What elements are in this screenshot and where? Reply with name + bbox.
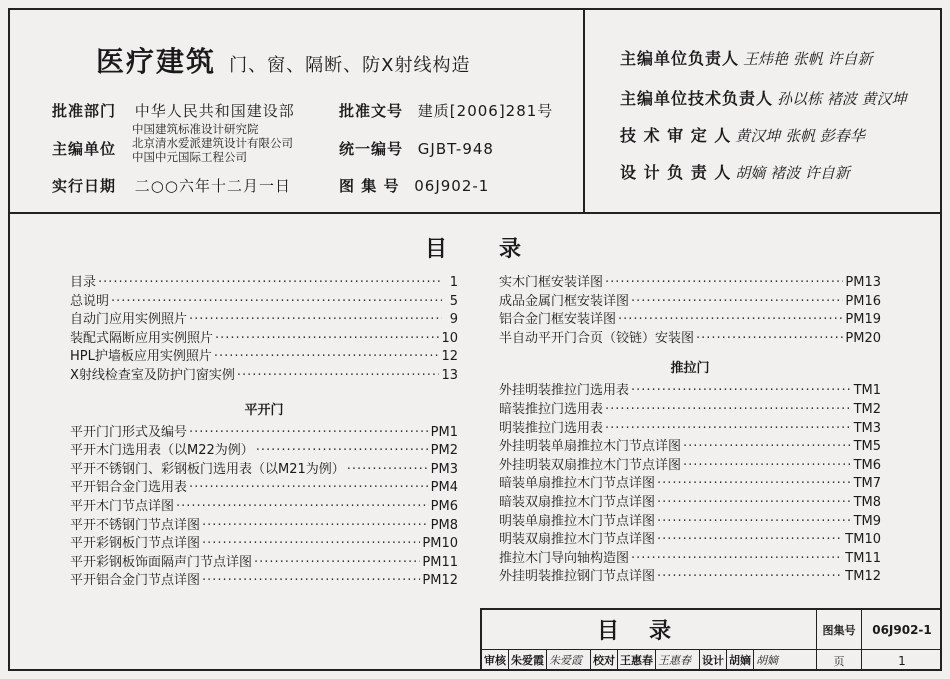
toc-entry-title: 目录 <box>70 275 97 290</box>
toc-entry-title: 平开铝合金门选用表 <box>70 480 188 496</box>
editor-unit-label-row <box>52 138 116 159</box>
title-block-signoff-row <box>482 650 817 671</box>
signature-row <box>620 160 850 183</box>
toc-entry-page: PM6 <box>430 498 458 514</box>
toc-leader-dots <box>189 425 429 440</box>
toc-leader-dots <box>657 569 843 584</box>
header-divider <box>8 212 942 214</box>
toc-entry <box>70 308 458 327</box>
section-heading-tm: 推拉门 <box>670 361 710 377</box>
toc-entry <box>70 532 458 551</box>
design-name: 胡嫡 <box>727 650 754 671</box>
toc-entry-title: 暗装双扇推拉木门节点详图 <box>499 494 656 510</box>
toc-entry <box>499 417 881 436</box>
approve-doc-label: 批准文号 <box>339 102 404 120</box>
toc-entry <box>499 472 881 491</box>
approve-dept-value: 中华人民共和国建设部 <box>134 102 295 120</box>
toc-entry-title: 外挂明装双扇推拉木门节点详图 <box>499 457 682 473</box>
signature-label: 技 术 审 定 人 <box>620 126 732 145</box>
toc-entry-title: 外挂明装推拉钢门节点详图 <box>499 569 656 585</box>
title-block-title: 目录 <box>482 610 817 650</box>
toc-leader-dots <box>111 294 442 309</box>
toc-entry-title: 平开门门形式及编号 <box>70 424 188 440</box>
toc-entry-title: 半自动平开门合页（铰链）安装图 <box>499 330 695 346</box>
date-row <box>52 175 291 196</box>
check-signature: 王惠春 <box>656 650 700 671</box>
approve-doc-value: 建质[2006]281号 <box>417 102 554 120</box>
toc-entry-page: PM10 <box>422 536 458 552</box>
toc-entry-title: 平开彩钢板饰面隔声门节点详图 <box>70 554 253 570</box>
design-signature: 胡嫡 <box>756 654 778 667</box>
signature-row <box>620 46 873 69</box>
toc-entry <box>70 514 458 533</box>
title-block-page-value: 1 <box>898 653 906 668</box>
toc-entry-title: 暗装推拉门选用表 <box>499 401 604 417</box>
toc-entry <box>499 491 881 510</box>
signature-label: 主编单位技术负责人 <box>620 89 774 108</box>
signature-names: 孙以栋 褚波 黄汉坤 <box>777 90 907 108</box>
toc-entry <box>70 551 458 570</box>
toc-entry-title: 暗装单扇推拉木门节点详图 <box>499 476 656 492</box>
toc-leader-dots <box>657 532 843 547</box>
toc-leader-dots <box>605 275 843 290</box>
review-label: 审核 <box>482 650 509 671</box>
toc-left-pm <box>70 421 458 588</box>
review-signature: 朱爱霞 <box>547 650 591 671</box>
toc-leader-dots <box>189 312 442 327</box>
signature-label: 设 计 负 责 人 <box>620 163 732 182</box>
toc-leader-dots <box>214 349 440 364</box>
toc-entry-title: 实木门框安装详图 <box>499 275 604 290</box>
toc-leader-dots <box>98 275 442 290</box>
toc-entry-title: X射线检查室及防护门窗实例 <box>70 367 235 383</box>
toc-entry <box>499 528 881 547</box>
toc-entry-title: 成品金属门框安装详图 <box>499 293 630 309</box>
toc-entry-title: 平开不锈钢门、彩钢板门选用表（以M21为例） <box>70 461 345 477</box>
signature-label: 主编单位负责人 <box>620 49 740 68</box>
toc-entry <box>499 308 881 327</box>
toc-leader-dots <box>657 514 852 529</box>
uniform-no-value: GJBT-948 <box>417 140 494 158</box>
toc-entry-page: PM8 <box>430 517 458 533</box>
toc-entry-page: 12 <box>441 349 458 365</box>
toc-leader-dots <box>631 383 852 398</box>
toc-entry-title: 总说明 <box>70 293 110 309</box>
toc-entry <box>499 547 881 566</box>
toc-entry-page: TM12 <box>845 569 881 585</box>
toc-entry <box>70 364 458 383</box>
toc-entry-page: PM2 <box>430 443 458 459</box>
toc-entry-title: 装配式隔断应用实例照片 <box>70 330 214 346</box>
toc-entry <box>70 495 458 514</box>
toc-entry-page: TM9 <box>853 513 881 529</box>
toc-leader-dots <box>618 312 843 327</box>
toc-leader-dots <box>254 555 420 570</box>
toc-entry <box>70 476 458 495</box>
toc-right-tm <box>499 379 881 584</box>
toc-leader-dots <box>657 495 852 510</box>
toc-entry <box>499 271 881 290</box>
toc-entry-title: 铝合金门框安装详图 <box>499 312 617 328</box>
signature-names: 王炜艳 张帆 许自新 <box>743 50 873 68</box>
toc-entry-title: 平开木门选用表（以M22为例） <box>70 443 254 459</box>
toc-entry-page: TM8 <box>853 494 881 510</box>
date-label: 实行日期 <box>52 177 117 195</box>
toc-entry <box>499 454 881 473</box>
toc-leader-dots <box>683 458 852 473</box>
toc-entry-page: PM1 <box>430 424 458 440</box>
toc-right-top <box>499 271 881 345</box>
toc-entry <box>70 345 458 364</box>
editor-unit-line: 北京清水爱派建筑设计有限公司 <box>132 136 293 150</box>
toc-entry <box>70 290 458 309</box>
date-value: 二○○六年十二月一日 <box>134 177 291 195</box>
uniform-no-label: 统一编号 <box>339 140 404 158</box>
toc-leader-dots <box>202 518 429 533</box>
toc-entry-title: 明装双扇推拉木门节点详图 <box>499 532 656 548</box>
toc-entry <box>499 327 881 346</box>
title-block-atlas-value: 06J902-1 <box>862 610 942 650</box>
toc-entry-page: 9 <box>449 312 458 328</box>
toc-entry-title: 明装单扇推拉木门节点详图 <box>499 513 656 529</box>
title-block-page-label: 页 <box>817 650 862 671</box>
review-name: 朱爱霞 <box>509 650 547 671</box>
title-sub: 门、窗、隔断、防X射线构造 <box>229 55 471 76</box>
editor-unit-line: 中国中元国际工程公司 <box>132 150 247 164</box>
toc-entry <box>70 271 458 290</box>
title-block-atlas-label: 图集号 <box>817 610 862 650</box>
toc-entry-page: PM20 <box>845 330 881 346</box>
toc-entry <box>70 327 458 346</box>
toc-entry-title: 自动门应用实例照片 <box>70 312 188 328</box>
document-title <box>96 40 470 80</box>
toc-entry-page: TM11 <box>845 550 881 566</box>
toc-entry-page: PM13 <box>845 275 881 290</box>
toc-leader-dots <box>237 368 440 383</box>
toc-entry-page: PM4 <box>430 480 458 496</box>
toc-entry-page: TM6 <box>853 457 881 473</box>
toc-left-column <box>70 271 458 588</box>
toc-right-column <box>499 271 881 584</box>
toc-entry-title: 平开木门节点详图 <box>70 498 175 514</box>
editor-unit-values <box>132 122 293 164</box>
toc-entry-title: 明装推拉门选用表 <box>499 420 604 436</box>
toc-left-top <box>70 271 458 383</box>
editor-unit-line: 中国建筑标准设计研究院 <box>132 122 259 136</box>
toc-entry <box>70 569 458 588</box>
toc-entry-title: 平开铝合金门节点详图 <box>70 573 201 589</box>
toc-leader-dots <box>215 331 439 346</box>
toc-entry <box>499 435 881 454</box>
toc-entry-title: HPL护墙板应用实例照片 <box>70 349 212 365</box>
toc-entry-page: TM7 <box>853 476 881 492</box>
toc-leader-dots <box>256 443 429 458</box>
toc-entry <box>499 565 881 584</box>
toc-entry <box>70 421 458 440</box>
toc-entry <box>499 290 881 309</box>
toc-leader-dots <box>176 499 429 514</box>
toc-leader-dots <box>189 480 429 495</box>
toc-entry-title: 平开不锈钢门节点详图 <box>70 517 201 533</box>
atlas-no-row <box>339 175 489 196</box>
toc-entry <box>499 510 881 529</box>
toc-leader-dots <box>605 402 852 417</box>
uniform-no-row <box>339 138 494 159</box>
signature-row <box>620 123 865 146</box>
toc-leader-dots <box>605 421 852 436</box>
toc-entry-page: PM19 <box>845 312 881 328</box>
signature-names: 胡嫡 褚波 许自新 <box>735 164 850 182</box>
toc-leader-dots <box>631 551 843 566</box>
toc-leader-dots <box>347 462 429 477</box>
editor-unit-label: 主编单位 <box>52 140 117 158</box>
title-main: 医疗建筑 <box>96 45 217 78</box>
toc-entry-title: 平开彩钢板门节点详图 <box>70 536 201 552</box>
toc-entry-page: PM16 <box>845 293 881 309</box>
design-label: 设计 <box>700 650 727 671</box>
approve-dept-label: 批准部门 <box>52 102 117 120</box>
approve-dept-row <box>52 100 295 121</box>
toc-entry-page: TM10 <box>845 532 881 548</box>
toc-leader-dots <box>202 573 420 588</box>
toc-entry-page: TM3 <box>853 420 881 436</box>
check-label: 校对 <box>591 650 618 671</box>
toc-entry-page: PM3 <box>430 461 458 477</box>
toc-entry <box>499 379 881 398</box>
toc-entry-page: PM11 <box>422 554 458 570</box>
toc-entry-title: 外挂明装单扇推拉木门节点详图 <box>499 439 682 455</box>
signature-names: 黄汉坤 张帆 彭春华 <box>735 127 865 145</box>
toc-title: 目录 <box>425 237 574 262</box>
toc-entry <box>70 458 458 477</box>
toc-leader-dots <box>631 294 843 309</box>
title-block <box>480 608 942 671</box>
toc-entry-page: 13 <box>441 367 458 383</box>
approve-doc-row <box>339 100 553 121</box>
toc-entry-page: 5 <box>449 293 458 309</box>
toc-leader-dots <box>202 536 420 551</box>
toc-entry-page: TM5 <box>853 439 881 455</box>
toc-leader-dots <box>683 439 852 454</box>
section-heading-pm: 平开门 <box>244 402 284 418</box>
toc-entry-page: 10 <box>441 330 458 346</box>
atlas-no-value: 06J902-1 <box>414 177 490 195</box>
toc-entry <box>499 398 881 417</box>
toc-entry-title: 外挂明装推拉门选用表 <box>499 383 630 399</box>
toc-entry-page: TM2 <box>853 401 881 417</box>
check-name: 王惠春 <box>618 650 656 671</box>
toc-leader-dots <box>657 476 852 491</box>
toc-leader-dots <box>696 331 843 346</box>
signature-row <box>620 86 907 109</box>
toc-entry-page: TM1 <box>853 383 881 399</box>
toc-entry-title: 推拉木门导向轴构造图 <box>499 550 630 566</box>
toc-entry <box>70 439 458 458</box>
toc-entry-page: 1 <box>449 275 458 290</box>
header-vertical-divider <box>583 8 585 214</box>
atlas-no-label: 图 集 号 <box>339 177 400 195</box>
toc-entry-page: PM12 <box>422 573 458 589</box>
